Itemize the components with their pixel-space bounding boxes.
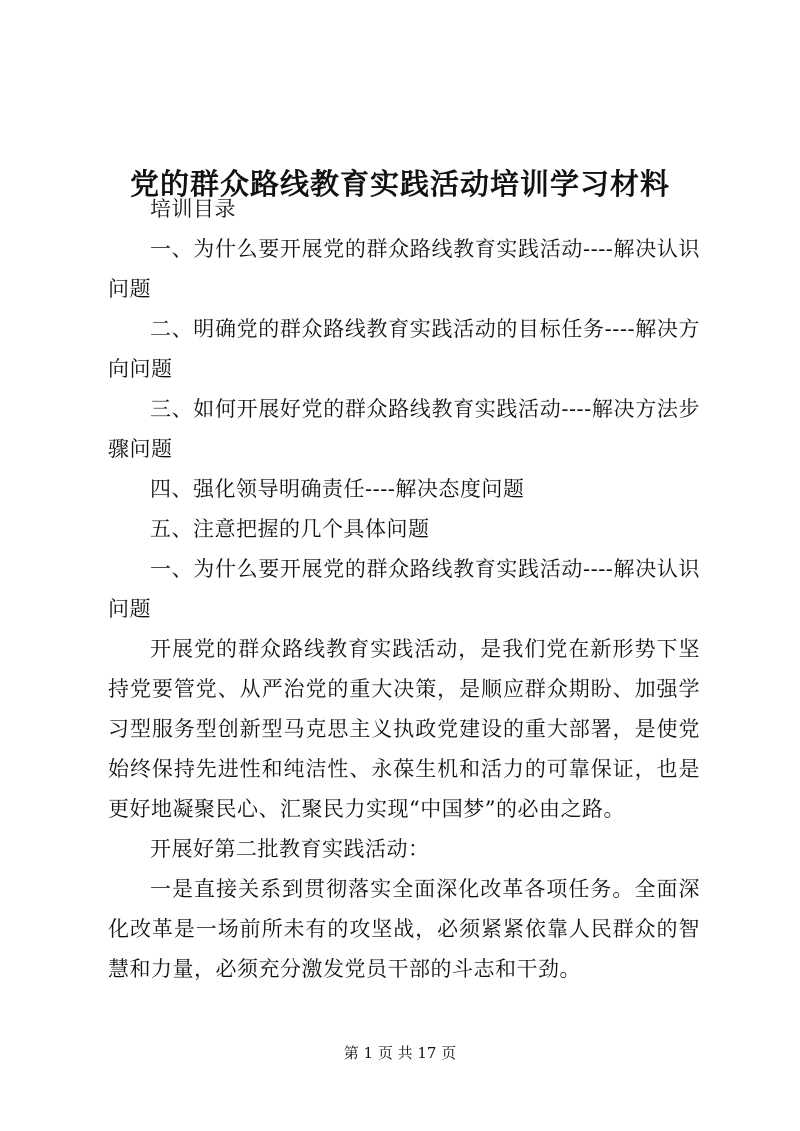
section-heading-1: 一、为什么要开展党的群众路线教育实践活动----解决认识问题 <box>108 557 700 621</box>
paragraph-toc-heading: 培训目录 <box>150 197 236 221</box>
document-body <box>108 189 700 989</box>
paragraph-body-3: 一是直接关系到贯彻落实全面深化改革各项任务。全面深化改革是一场前所未有的攻坚战，必须紧紧依靠人民群众的智慧和力量，必须充分激发党员干部的斗志和干劲。 <box>108 877 700 981</box>
paragraph-toc-item-5: 五、注意把握的几个具体问题 <box>150 517 430 541</box>
paragraph-toc-item-1: 一、为什么要开展党的群众路线教育实践活动----解决认识问题 <box>108 237 700 301</box>
paragraph-toc-item-4: 四、强化领导明确责任----解决态度问题 <box>150 477 525 501</box>
paragraph-body-1: 开展党的群众路线教育实践活动，是我们党在新形势下坚持党要管党、从严治党的重大决策，是顺应群众期盼、加强学习型服务型创新型马克思主义执政党建设的重大部署，是使党始终保持先进性和纯洁性、永葆生机和活力的可靠保证，也是更好地凝聚民心、汇聚民力实现“中国梦”的必由之路。 <box>108 637 700 821</box>
paragraph-toc-item-3: 三、如何开展好党的群众路线教育实践活动----解决方法步骤问题 <box>108 397 700 461</box>
paragraph-toc-item-2: 二、明确党的群众路线教育实践活动的目标任务----解决方向问题 <box>108 317 700 381</box>
page-number-footer: 第 1 页 共 17 页 <box>343 1044 457 1062</box>
paragraph-body-2: 开展好第二批教育实践活动： <box>150 837 430 861</box>
document-title: 党的群众路线教育实践活动培训学习材料 <box>129 167 670 202</box>
